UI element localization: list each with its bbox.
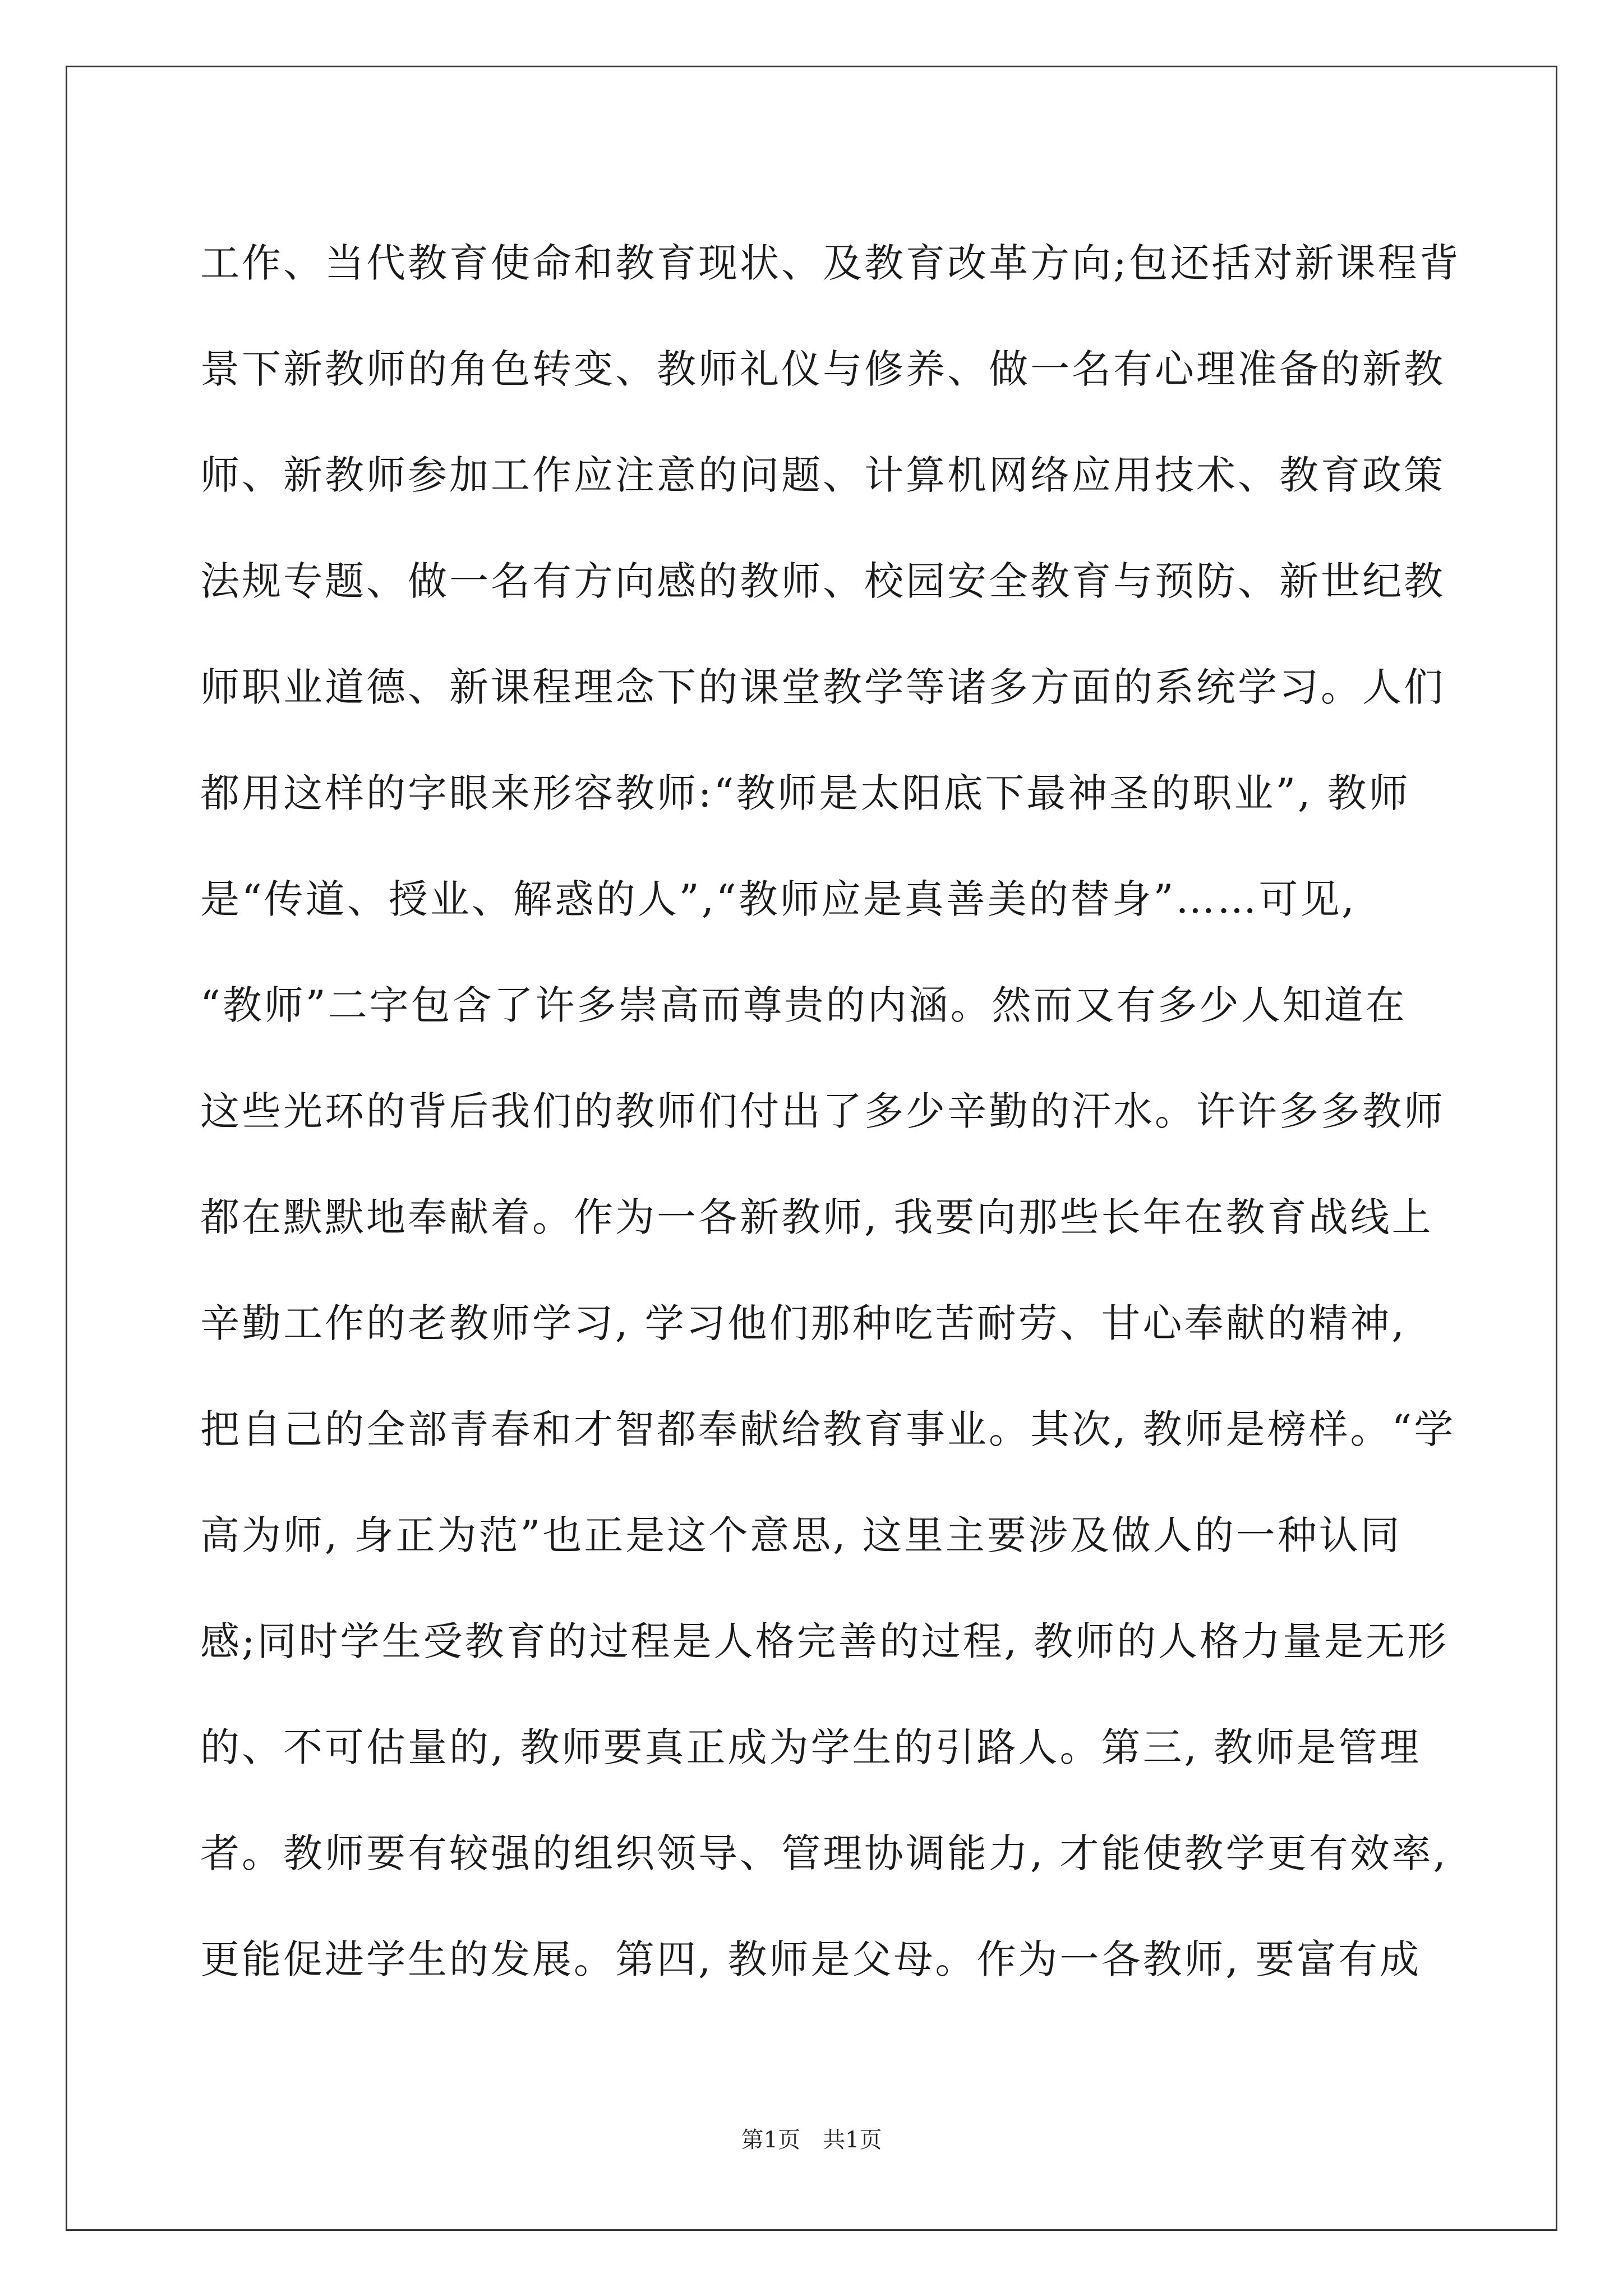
text-line-13: 高为师, 身正为范”也正是这个意思, 这里主要涉及做人的一种认同 — [200, 1512, 1402, 1558]
text-line-6: 都用这样的字眼来形容教师:“教师是太阳底下最神圣的职业”, 教师 — [200, 770, 1410, 816]
text-line-9: 这些光环的背后我们的教师们付出了多少辛勤的汗水。许许多多教师 — [200, 1088, 1445, 1134]
text-line-4: 法规专题、做一名有方向感的教师、校园安全教育与预防、新世纪教 — [200, 558, 1445, 604]
total-pages: 共1页 — [823, 2127, 882, 2153]
text-line-10: 都在默默地奉献着。作为一各新教师, 我要向那些长年在教育战线上 — [200, 1194, 1433, 1240]
text-line-16: 者。教师要有较强的组织领导、管理协调能力, 才能使教学更有效率, — [200, 1830, 1448, 1876]
text-line-12: 把自己的全部青春和才智都奉献给教育事业。其次, 教师是榜样。“学 — [200, 1406, 1456, 1452]
text-line-15: 的、不可估量的, 教师要真正成为学生的引路人。第三, 教师是管理 — [200, 1724, 1422, 1770]
text-line-5: 师职业道德、新课程理念下的课堂教学等诸多方面的系统学习。人们 — [200, 664, 1445, 710]
page-footer — [0, 2126, 1623, 2154]
text-line-7: 是“传道、授业、解惑的人”,“教师应是真善美的替身”……可见, — [200, 876, 1357, 922]
text-line-11: 辛勤工作的老教师学习, 学习他们那种吃苦耐劳、甘心奉献的精神, — [200, 1300, 1407, 1346]
text-line-14: 感;同时学生受教育的过程是人格完善的过程, 教师的人格力量是无形 — [200, 1618, 1449, 1664]
text-line-3: 师、新教师参加工作应注意的问题、计算机网络应用技术、教育政策 — [200, 452, 1445, 498]
document-body — [200, 210, 1461, 2013]
text-line-1: 工作、当代教育使命和教育现状、及教育改革方向;包还括对新课程背 — [200, 240, 1461, 286]
text-line-8: “教师”二字包含了许多崇高而尊贵的内涵。然而又有多少人知道在 — [200, 982, 1407, 1028]
text-line-17: 更能促进学生的发展。第四, 教师是父母。作为一各教师, 要富有成 — [200, 1936, 1422, 1982]
page-number: 第1页 — [741, 2127, 800, 2153]
text-line-2: 景下新教师的角色转变、教师礼仪与修养、做一名有心理准备的新教 — [200, 346, 1445, 392]
